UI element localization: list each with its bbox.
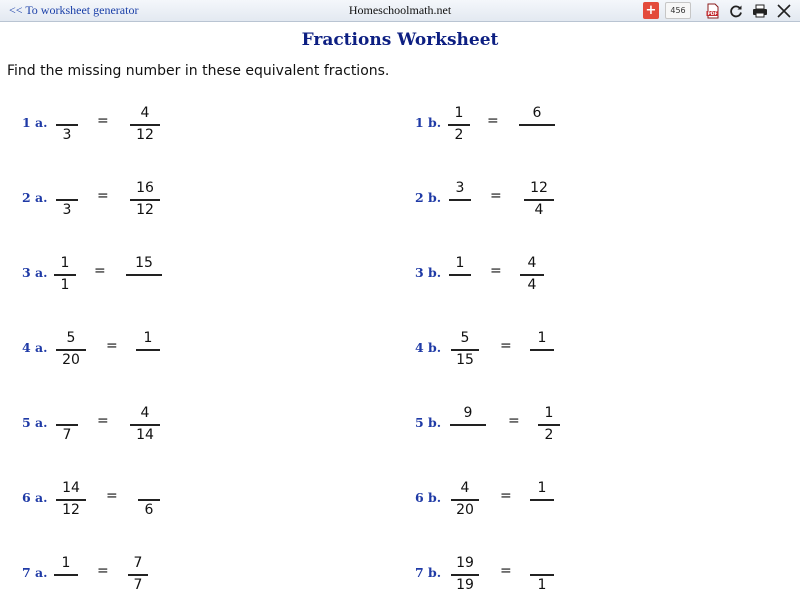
denominator: 12 (62, 502, 80, 518)
denominator: 4 (534, 202, 544, 218)
worksheet-generator-link[interactable]: << To worksheet generator (9, 3, 139, 17)
denominator: 19 (456, 577, 474, 593)
numerator: 9 (463, 405, 473, 421)
numerator: 15 (135, 255, 153, 271)
problem-label: 5 a. (22, 415, 48, 430)
problem-label: 3 a. (22, 265, 48, 280)
denominator: 12 (136, 202, 154, 218)
fraction-equivalent (520, 254, 544, 296)
fraction-given (448, 104, 470, 146)
numerator: 1 (143, 330, 153, 346)
problem-label: 6 a. (22, 490, 48, 505)
numerator: 5 (460, 330, 470, 346)
svg-text:PDF: PDF (707, 11, 718, 17)
top-toolbar (0, 0, 800, 22)
numerator: 4 (527, 255, 537, 271)
equals-sign: = (508, 413, 520, 429)
numerator: 4 (140, 405, 150, 421)
denominator: 2 (454, 127, 464, 143)
numerator: 1 (61, 555, 71, 571)
denominator: 20 (62, 352, 80, 368)
problem-label: 2 b. (415, 190, 442, 205)
equals-sign: = (500, 338, 512, 354)
denominator (450, 426, 486, 444)
equals-sign: = (97, 188, 109, 204)
equals-sign: = (500, 563, 512, 579)
denominator: 3 (62, 202, 72, 218)
problem-label: 6 b. (415, 490, 442, 505)
fraction-given (449, 179, 471, 221)
share-count-badge: 456 (665, 2, 691, 19)
problem-label: 7 a. (22, 565, 48, 580)
numerator: 4 (460, 480, 470, 496)
denominator: 6 (144, 502, 154, 518)
print-icon[interactable] (751, 2, 769, 19)
equals-sign: = (106, 338, 118, 354)
numerator: 1 (537, 330, 547, 346)
numerator: 19 (456, 555, 474, 571)
denominator: 7 (133, 577, 143, 593)
denominator: 4 (527, 277, 537, 293)
equals-sign: = (97, 413, 109, 429)
denominator: 2 (544, 427, 554, 443)
plus-icon[interactable]: + (643, 2, 659, 19)
problem-right-4 (0, 329, 800, 369)
problem-right-5 (0, 404, 800, 444)
pdf-icon[interactable] (704, 2, 722, 19)
numerator: 5 (66, 330, 76, 346)
denominator: 1 (537, 577, 547, 593)
denominator: 1 (60, 277, 70, 293)
fraction-equivalent (530, 329, 554, 371)
numerator: 1 (455, 255, 465, 271)
problem-label: 1 a. (22, 115, 48, 130)
fraction-given (451, 479, 479, 521)
denominator: 7 (62, 427, 72, 443)
problem-right-6 (0, 479, 800, 519)
denominator (530, 351, 554, 369)
problem-label: 5 b. (415, 415, 442, 430)
numerator: 1 (454, 105, 464, 121)
numerator: 1 (544, 405, 554, 421)
denominator: 14 (136, 427, 154, 443)
numerator: 1 (537, 480, 547, 496)
numerator: 3 (455, 180, 465, 196)
denominator: 20 (456, 502, 474, 518)
reload-icon[interactable] (728, 2, 744, 19)
denominator: 12 (136, 127, 154, 143)
equals-sign: = (500, 488, 512, 504)
equals-sign: = (106, 488, 118, 504)
denominator: 15 (456, 352, 474, 368)
problem-right-7 (0, 554, 800, 594)
denominator (449, 276, 471, 294)
denominator (449, 201, 471, 219)
fraction-given (451, 329, 479, 371)
problem-right-1 (0, 104, 800, 144)
equals-sign: = (490, 188, 502, 204)
numerator (530, 554, 554, 572)
problem-label: 1 b. (415, 115, 442, 130)
site-name: Homeschoolmath.net (348, 3, 452, 17)
problem-label: 7 b. (415, 565, 442, 580)
problem-label: 2 a. (22, 190, 48, 205)
equals-sign: = (487, 113, 499, 129)
equals-sign: = (490, 263, 502, 279)
numerator: 16 (136, 180, 154, 196)
numerator: 6 (532, 105, 542, 121)
fraction-equivalent (538, 404, 560, 446)
numerator: 4 (140, 105, 150, 121)
fraction-given (451, 554, 479, 596)
fraction-given (449, 254, 471, 296)
numerator: 1 (60, 255, 70, 271)
equals-sign: = (97, 113, 109, 129)
numerator: 7 (133, 555, 143, 571)
equals-sign: = (97, 563, 109, 579)
worksheet-title: Fractions Worksheet (301, 30, 499, 50)
problem-right-3 (0, 254, 800, 294)
fraction-equivalent (519, 104, 555, 146)
problem-label: 4 b. (415, 340, 442, 355)
numerator: 12 (530, 180, 548, 196)
fraction-given (450, 404, 486, 446)
equals-sign: = (94, 263, 106, 279)
denominator (530, 501, 554, 519)
denominator: 3 (62, 127, 72, 143)
fraction-equivalent (524, 179, 554, 221)
problem-label: 4 a. (22, 340, 48, 355)
fraction-equivalent (530, 479, 554, 521)
problem-right-2 (0, 179, 800, 219)
close-icon[interactable] (776, 2, 792, 19)
worksheet-instructions: Find the missing number in these equivalent fractions. (7, 63, 390, 79)
problem-label: 3 b. (415, 265, 442, 280)
fraction-equivalent (530, 554, 554, 596)
denominator (519, 126, 555, 144)
numerator: 14 (62, 480, 80, 496)
